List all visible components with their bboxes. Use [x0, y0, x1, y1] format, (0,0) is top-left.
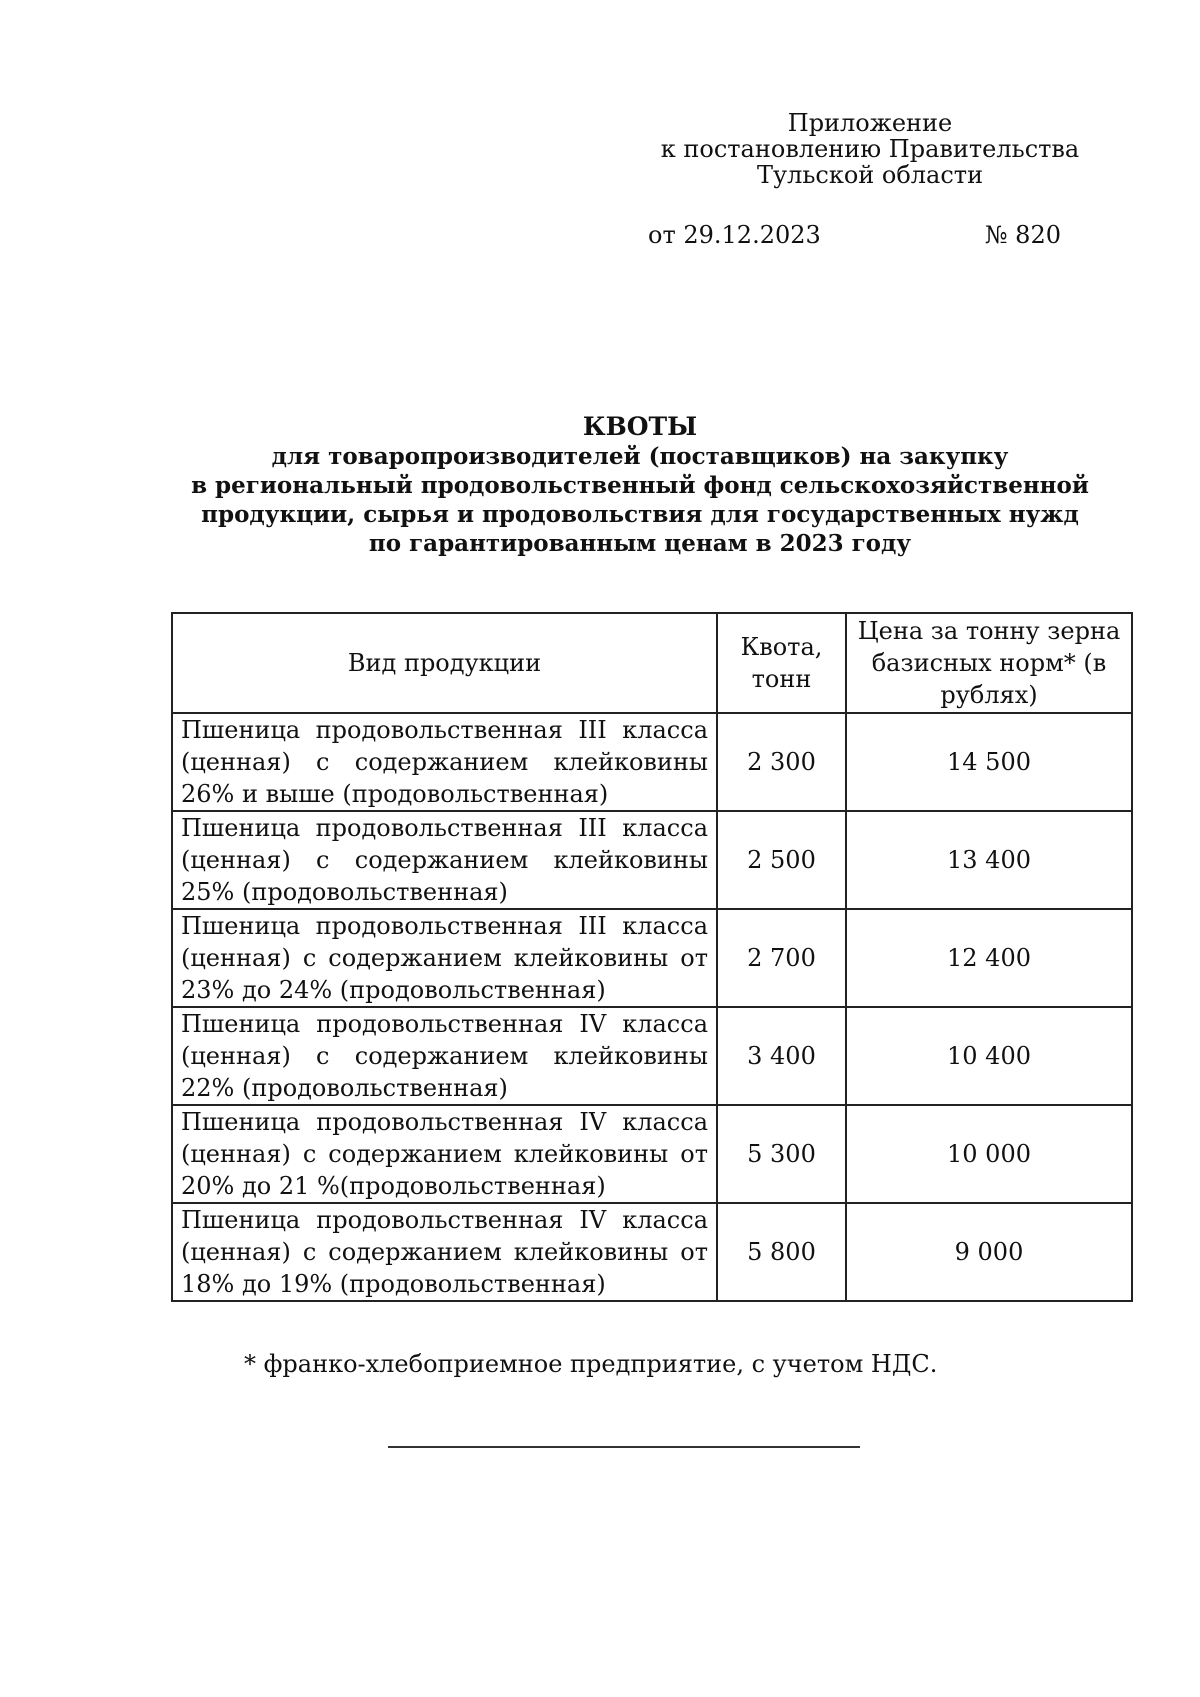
appendix-line: Приложение [787, 109, 953, 137]
cell-product: Пшеница продовольственная III класса (ценная) с содержанием клейковины 26% и выше (продовольственная) [172, 713, 717, 811]
appendix-header [660, 110, 1080, 188]
cell-price: 10 400 [846, 1007, 1132, 1105]
appendix-line: к постановлению Правительства [660, 135, 1080, 163]
title-line: по гарантированным ценам в 2023 году [368, 530, 912, 557]
cell-price: 13 400 [846, 811, 1132, 909]
cell-price: 12 400 [846, 909, 1132, 1007]
cell-quota: 2 500 [717, 811, 846, 909]
cell-product: Пшеница продовольственная III класса (ценная) с содержанием клейковины 25% (продовольственная) [172, 811, 717, 909]
cell-product: Пшеница продовольственная IV класса (ценная) с содержанием клейковины от 18% до 19% (продовольственная) [172, 1203, 717, 1301]
cell-product: Пшеница продовольственная IV класса (ценная) с содержанием клейковины от 20% до 21 %(продовольственная) [172, 1105, 717, 1203]
cell-product: Пшеница продовольственная III класса (ценная) с содержанием клейковины от 23% до 24% (продовольственная) [172, 909, 717, 1007]
cell-quota: 2 700 [717, 909, 846, 1007]
end-divider-line [388, 1446, 860, 1448]
cell-price: 10 000 [846, 1105, 1132, 1203]
header-price: Цена за тонну зерна базисных норм* (в рублях) [846, 613, 1132, 713]
title-line: продукции, сырья и продовольствия для государственных нужд [201, 501, 1079, 528]
title-line: для товаропроизводителей (поставщиков) на закупку [271, 443, 1009, 470]
cell-quota: 2 300 [717, 713, 846, 811]
cell-quota: 5 300 [717, 1105, 846, 1203]
document-title [160, 412, 1120, 558]
table-row [172, 909, 1132, 1007]
table-row [172, 1203, 1132, 1301]
table-row [172, 811, 1132, 909]
table-row [172, 713, 1132, 811]
header-product: Вид продукции [172, 613, 717, 713]
cell-price: 14 500 [846, 713, 1132, 811]
title-line: в региональный продовольственный фонд сельскохозяйственной [191, 472, 1089, 499]
title-main: КВОТЫ [582, 412, 698, 441]
appendix-line: Тульской области [756, 161, 984, 189]
document-number: № 820 [984, 221, 1061, 249]
cell-quota: 3 400 [717, 1007, 846, 1105]
document-date: от 29.12.2023 [648, 221, 821, 249]
footnote: * франко-хлебоприемное предприятие, с учетом НДС. [244, 1350, 938, 1378]
cell-price: 9 000 [846, 1203, 1132, 1301]
quota-table [171, 612, 1133, 1302]
table-header-row [172, 613, 1132, 713]
cell-quota: 5 800 [717, 1203, 846, 1301]
cell-product: Пшеница продовольственная IV класса (ценная) с содержанием клейковины 22% (продовольственная) [172, 1007, 717, 1105]
header-quota: Квота, тонн [717, 613, 846, 713]
table-row [172, 1007, 1132, 1105]
table-row [172, 1105, 1132, 1203]
